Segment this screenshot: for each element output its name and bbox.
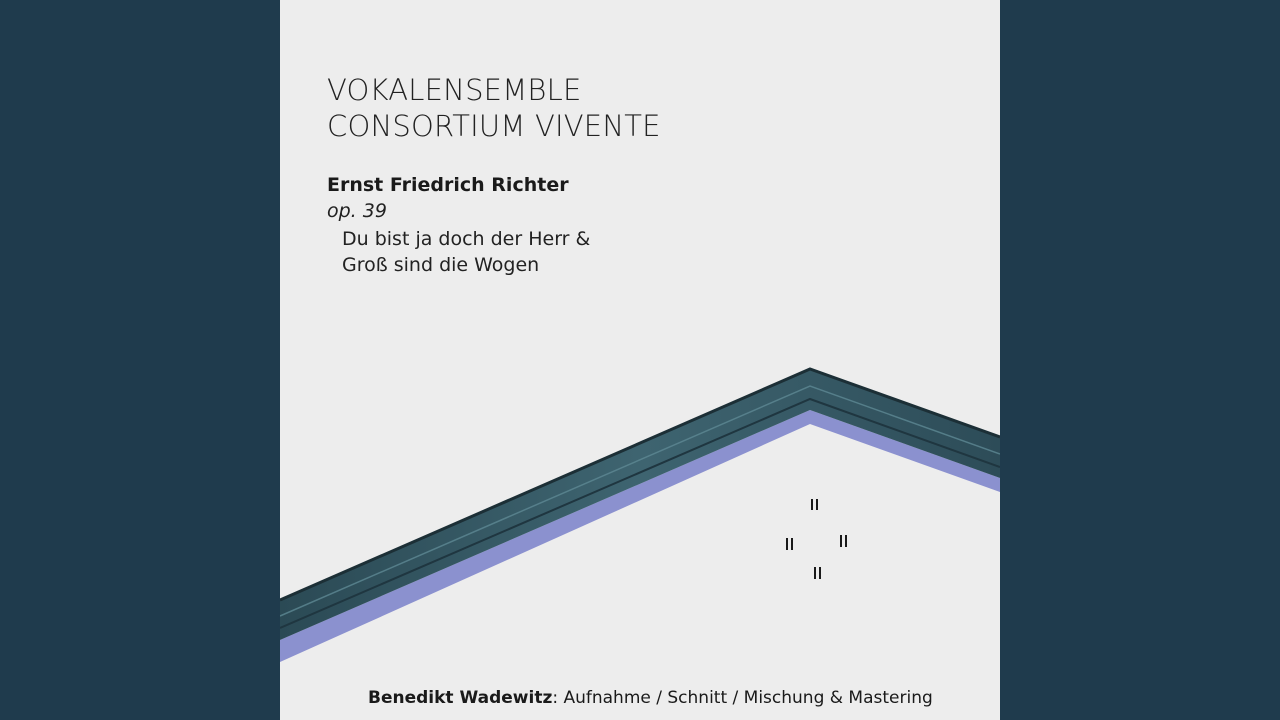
work-title-1: Du bist ja doch der Herr & — [342, 228, 591, 250]
credits-line — [368, 688, 933, 708]
roof-gable-illustration — [280, 0, 1000, 720]
ensemble-line-1: VOKALENSEMBLE — [327, 73, 582, 107]
wall-vent-slots — [786, 499, 847, 579]
ensemble-line-2: CONSORTIUM VIVENTE — [327, 109, 661, 143]
composer-name: Ernst Friedrich Richter — [327, 174, 569, 196]
credit-roles: : Aufnahme / Schnitt / Mischung & Mastering — [552, 688, 933, 708]
opus-number: op. 39 — [327, 200, 387, 222]
credit-name: Benedikt Wadewitz — [368, 688, 553, 708]
work-title-2: Groß sind die Wogen — [342, 254, 540, 276]
album-cover — [280, 0, 1000, 720]
